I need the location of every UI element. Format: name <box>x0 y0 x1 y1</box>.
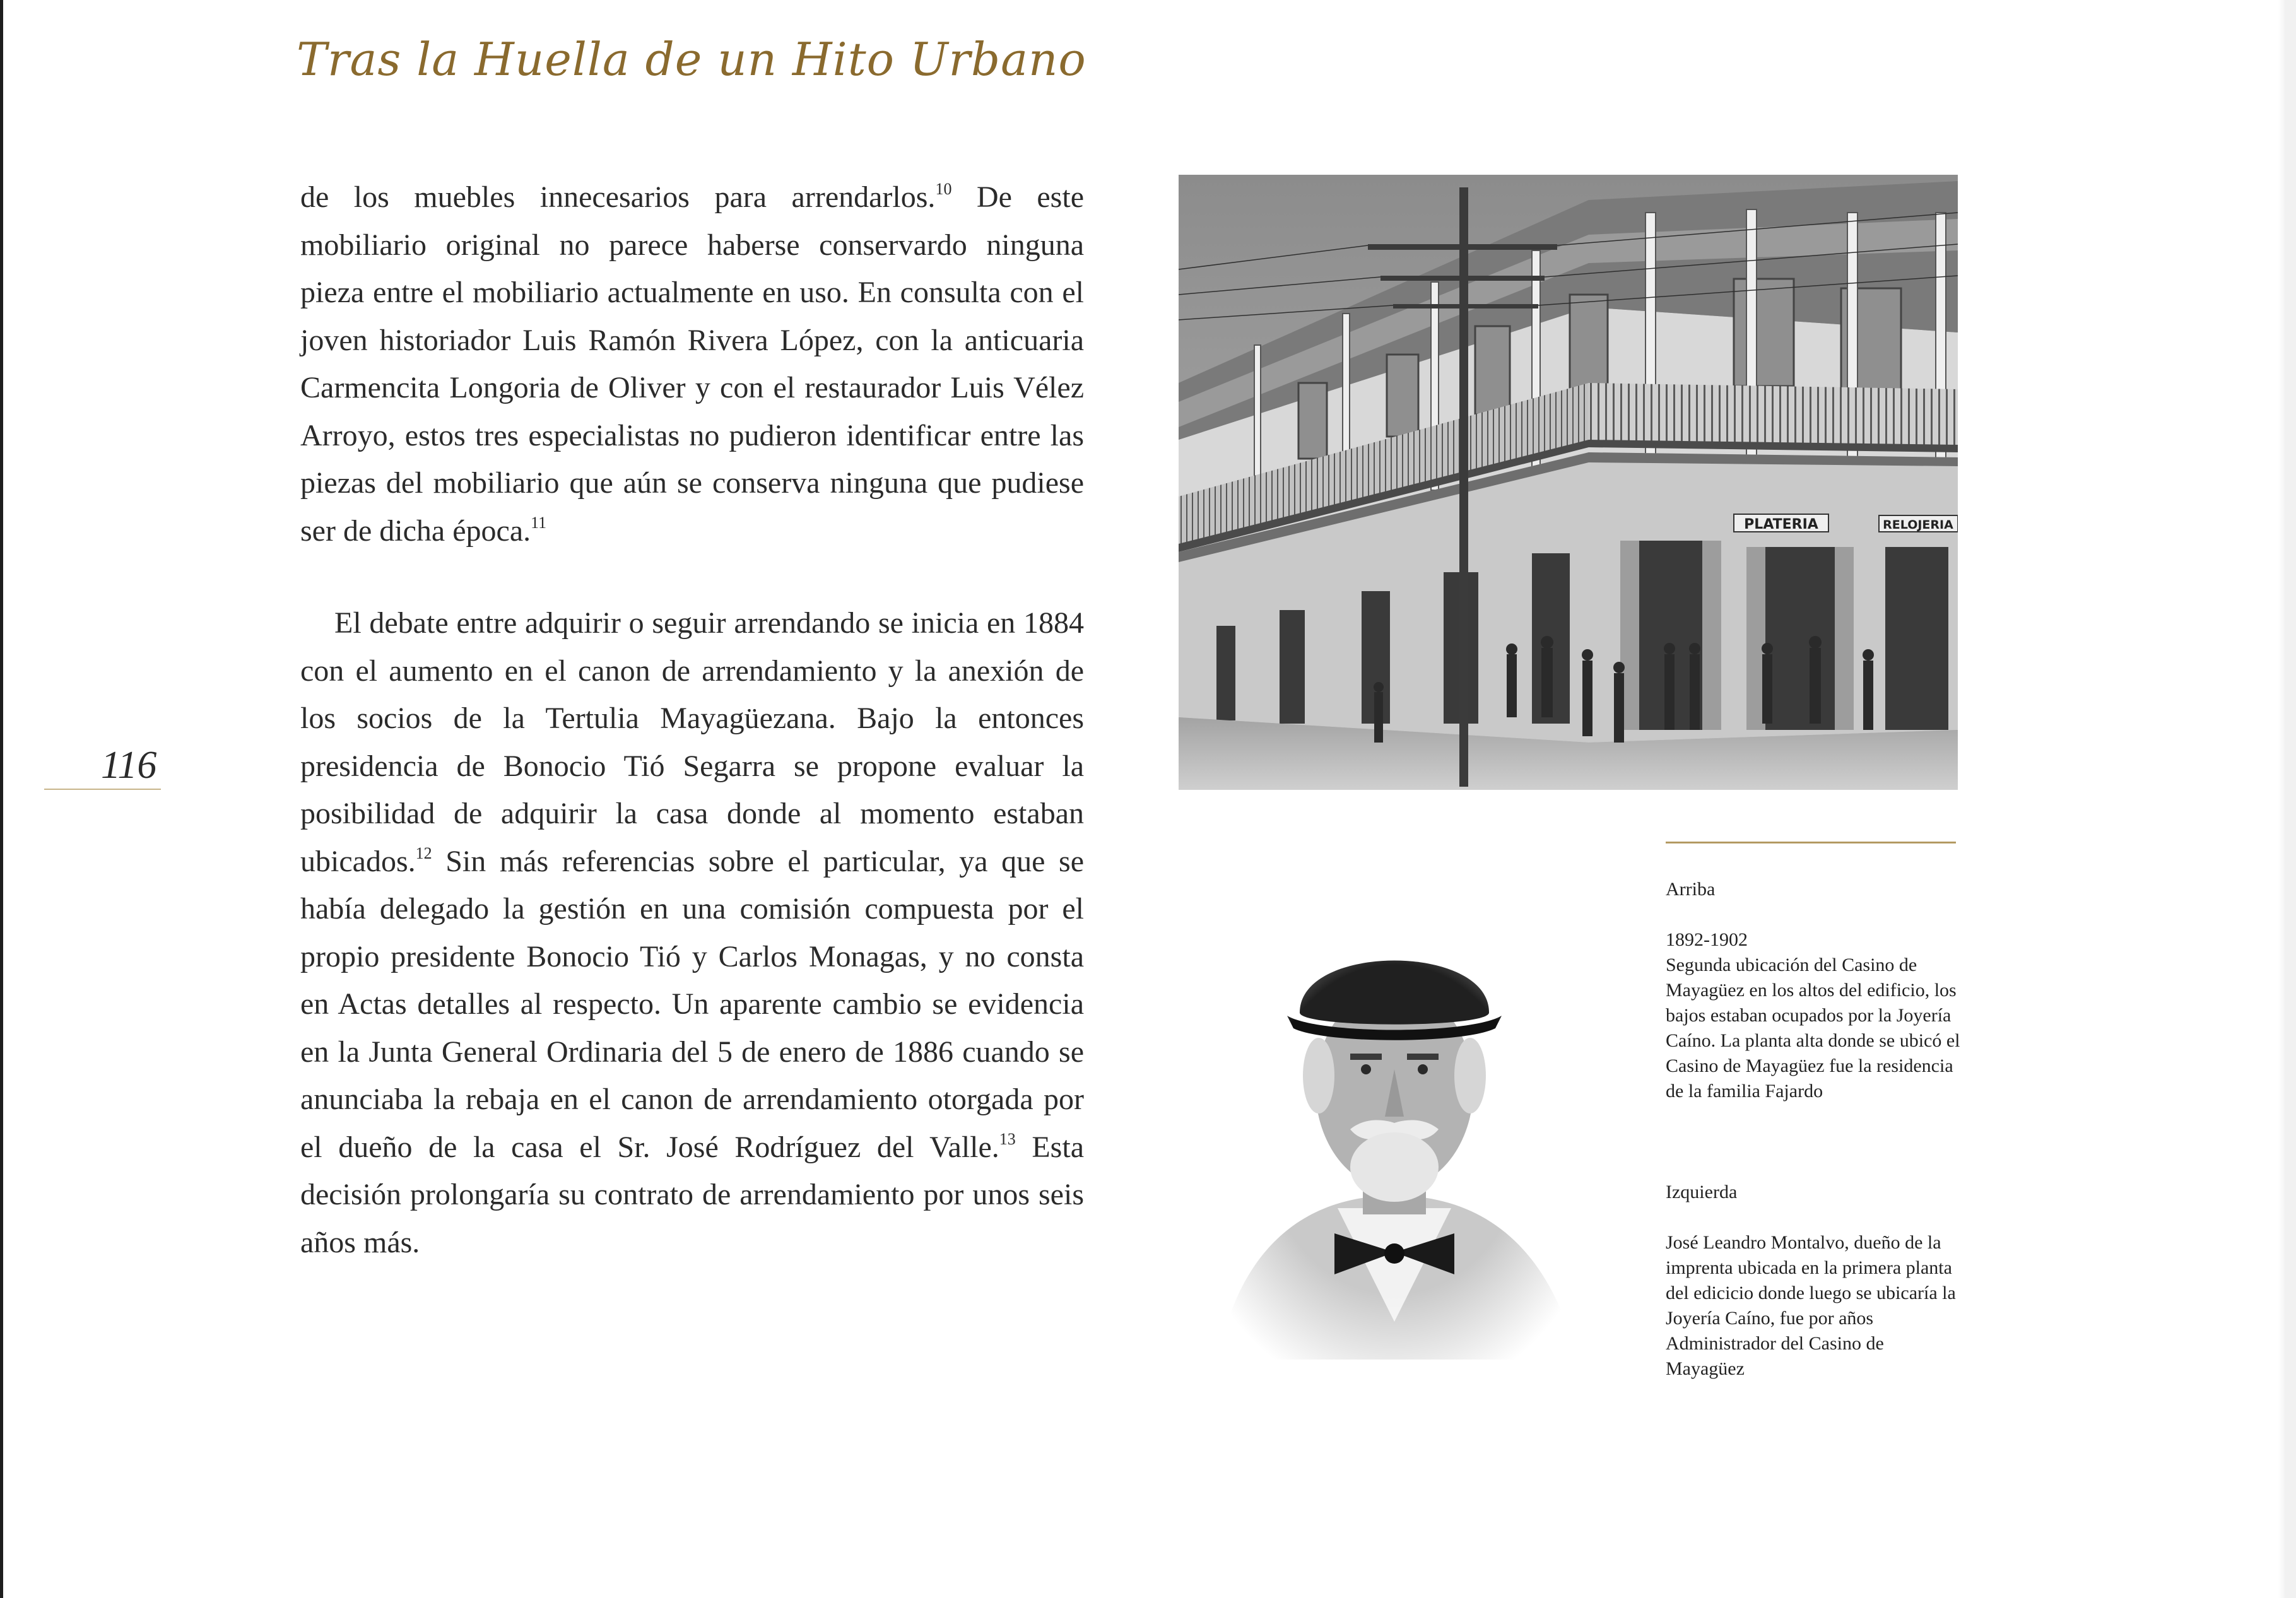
caption-text-left: José Leandro Montalvo, dueño de la imprenta ubicada en la primera planta del edicicio donde luego se ubicaría la Joyería Caíno, fue por años Administrador del Casino de Mayagüez <box>1666 1232 1956 1379</box>
caption-date: 1892-1902 <box>1666 929 1748 950</box>
footnote-ref: 13 <box>999 1129 1016 1148</box>
paragraph-text: De este mobiliario original no parece haberse conservardo ninguna pieza entre el mobiliario actualmente en uso. En consulta con el joven historiador Luis Ramón Rivera López, con la anticuaria Carmencita Longoria de Oliver y con el restaurador Luis Vélez Arroyo, estos tres especialistas no pudieron identificar entre las piezas del mobiliario que aún se conserva ninguna que pudiese ser de dicha época. <box>300 180 1085 548</box>
page-number-rule <box>44 789 161 790</box>
body-paragraph-2 <box>300 599 1084 1266</box>
running-title: Tras la Huella de un Hito Urbano <box>297 33 1086 86</box>
page-number: 116 <box>101 744 157 787</box>
caption-label-left: Izquierda <box>1666 1182 1738 1202</box>
paragraph-text: de los muebles innecesarios para arrendarlos. <box>300 180 936 214</box>
paragraph-text: Sin más referencias sobre el particular, ya que se había delegado la gestión en una comisión compuesta por el propio presidente Bonocio Tió y Carlos Monagas, y no consta en Actas detalles al respecto. Un aparente cambio se evidencia en la Junta General Ordinaria del 5 de enero de 1886 cuando se anunciaba la rebaja en el canon de arrendamiento otorgada por el dueño de la casa el Sr. José Rodríguez del Valle. <box>300 844 1084 1164</box>
page-binding-edge <box>0 0 3 1598</box>
sign-relojeria: RELOJERIA <box>1883 518 1953 532</box>
caption-rule <box>1666 842 1956 843</box>
portrait-photo <box>1192 880 1596 1378</box>
building-photo <box>1179 175 1958 790</box>
page-right-edge <box>2285 0 2296 1598</box>
caption-label-above: Arriba <box>1666 879 1716 900</box>
body-paragraph-1 <box>300 173 1084 555</box>
paragraph-text: Esta decisión prolongaría su contrato de arrendamiento por unos seis años más. <box>300 1130 1084 1259</box>
paragraph-text: El debate entre adquirir o seguir arrendando se inicia en 1884 con el aumento en el canon de arrendamiento y la anexión de los socios de la Tertulia Mayagüezana. Bajo la entonces presidencia de Bonocio Tió Segarra se propone evaluar la posibilidad de adquirir la casa donde al momento estaban ubicados. <box>300 606 1084 878</box>
footnote-ref: 10 <box>935 180 952 198</box>
sign-plateria: PLATERIA <box>1744 517 1818 532</box>
caption-text-above: Segunda ubicación del Casino de Mayagüez en los altos del edificio, los bajos estaban ocupados por la Joyería Caíno. La planta alta donde se ubicó el Casino de Mayagüez fue la residencia de la familia Fajardo <box>1666 955 1960 1102</box>
footnote-ref: 11 <box>531 513 547 532</box>
footnote-ref: 12 <box>415 843 432 862</box>
page-edge-shade <box>2278 0 2285 1598</box>
